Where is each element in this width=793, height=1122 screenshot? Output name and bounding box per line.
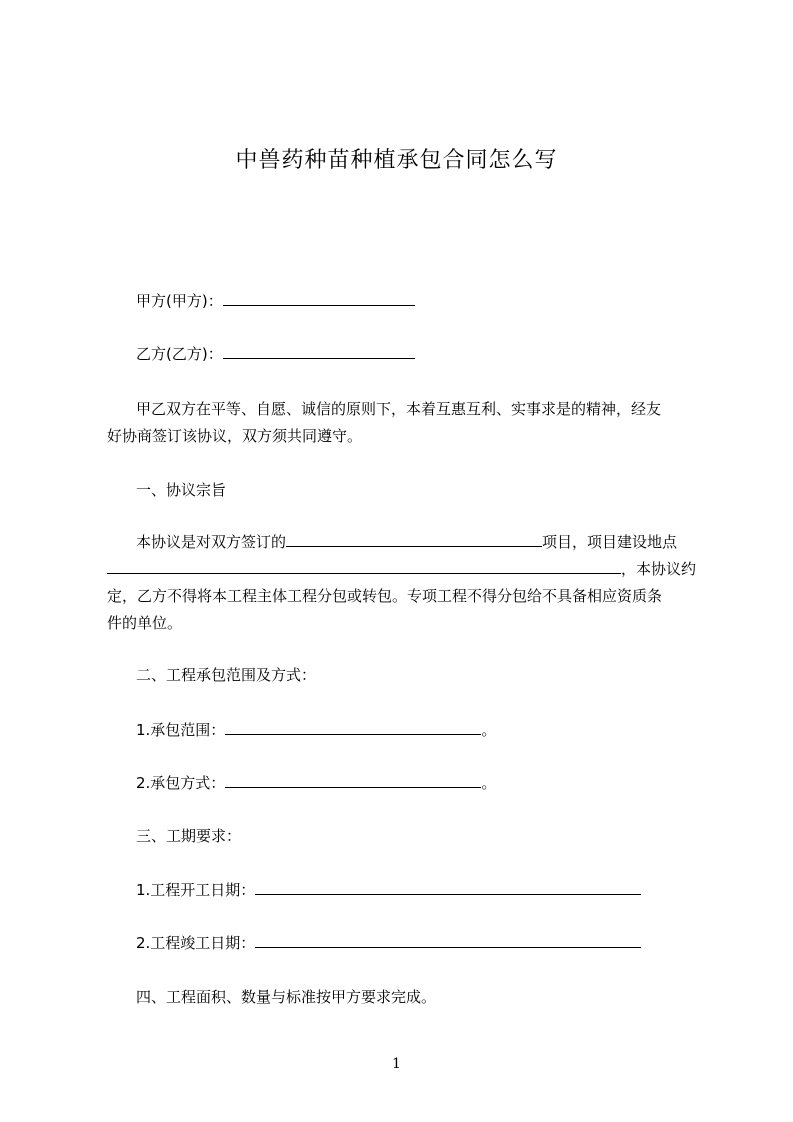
section-1-heading: 一、协议宗旨 [136,481,227,499]
method-line: 2.承包方式： 。 [136,774,497,792]
start-date-blank [255,880,641,895]
page-title: 中兽药种苗种植承包合同怎么写 [235,148,558,173]
scope-label: 1.承包范围： [136,721,226,739]
party-b-blank [223,344,415,359]
scope-line: 1.承包范围： 。 [136,721,497,739]
intro-line-1: 甲乙双方在平等、自愿、诚信的原则下，本着互惠互利、实事求是的精神，经友 [136,400,662,418]
method-label: 2.承包方式： [136,774,226,792]
project-location-blank [107,559,621,574]
party-a-blank [223,291,415,306]
scope-blank [225,720,481,735]
section-3-heading: 三、工期要求： [136,827,242,845]
party-b-label: 乙方(乙方)： [136,345,223,363]
party-b-line [136,344,415,364]
end-date-label: 2.工程竣工日期： [136,934,256,952]
section-1-line-3: 定，乙方不得将本工程主体工程分包或转包。专项工程不得分包给不具备相应资质条 [107,587,663,605]
section-1-line-2: ，本协议约 [107,559,696,579]
section-1-line-4: 件的单位。 [107,614,183,632]
party-a-label: 甲方(甲方)： [136,292,223,310]
section-1-line-1: 本协议是对双方签订的 项目，项目建设地点 [136,533,678,551]
end-date-blank [255,933,641,948]
section-2-heading: 二、工程承包范围及方式： [136,666,317,684]
section-4-heading: 四、工程面积、数量与标准按甲方要求完成。 [136,988,437,1006]
end-date-line [136,933,641,953]
party-a-line [136,291,415,311]
page-number: 1 [392,1056,401,1072]
method-blank [225,773,481,788]
start-date-line [136,880,641,900]
intro-line-2: 好协商签订该协议，双方须共同遵守。 [107,427,363,445]
start-date-label: 1.工程开工日期： [136,881,256,899]
project-name-blank [286,532,542,547]
